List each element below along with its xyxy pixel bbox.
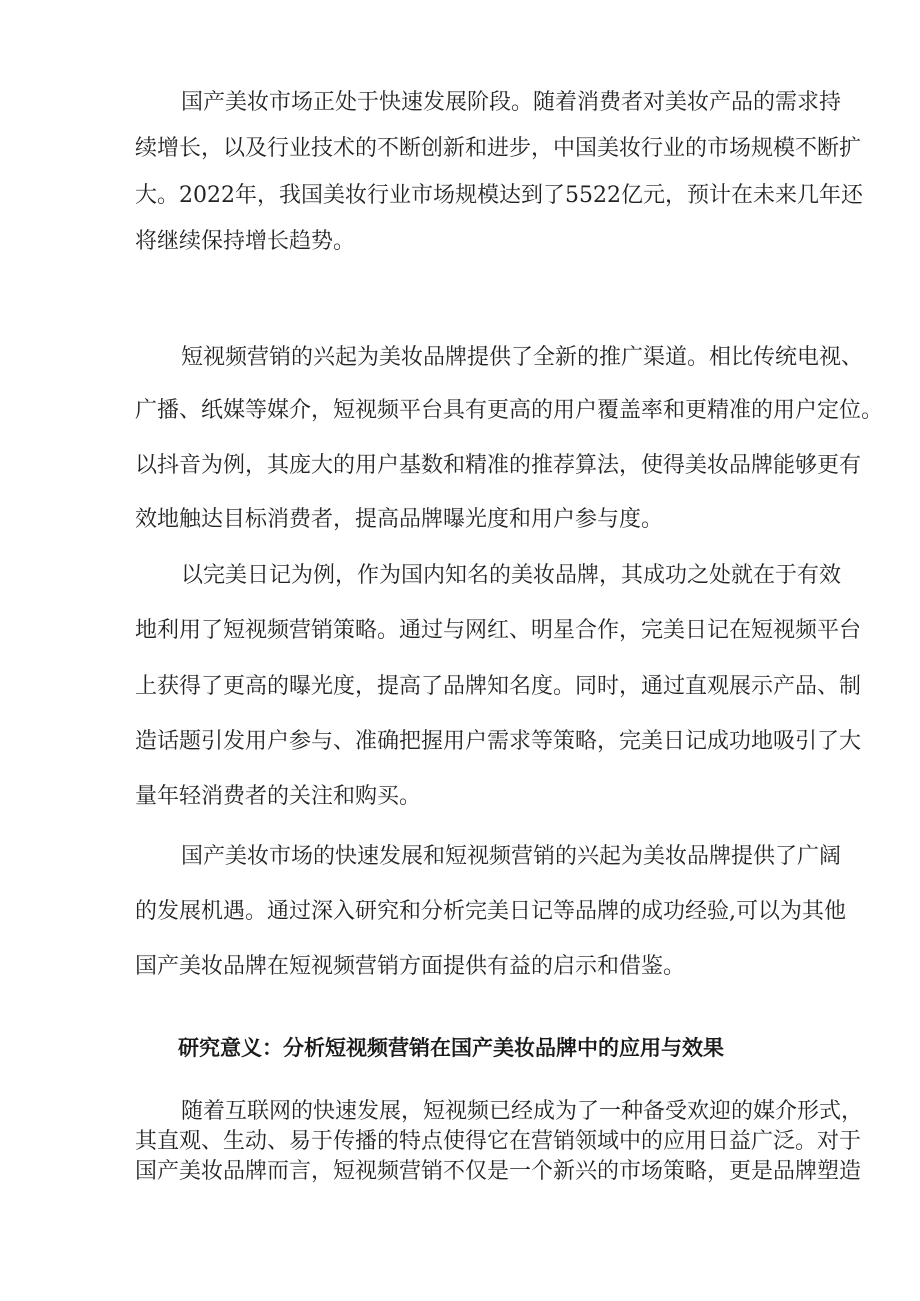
paragraph-3-line-5: 量年轻消费者的关注和购买。 (135, 784, 422, 809)
paragraph-1-line-4: 将继续保持增长趋势。 (135, 229, 356, 254)
final-paragraph-line-1: 随着互联网的快速发展，短视频已经成为了一种备受欢迎的媒介形式， (181, 1099, 864, 1124)
paragraph-1-line-2: 续增长，以及行业技术的不断创新和进步，中国美妆行业的市场规模不断扩 (135, 136, 862, 161)
paragraph-3-line-4: 造话题引发用户参与、准确把握用户需求等策略，完美日记成功地吸引了大 (135, 729, 862, 754)
paragraph-1-line-1: 国产美妆市场正处于快速发展阶段。随着消费者对美妆产品的需求持 (181, 90, 842, 115)
paragraph-4-line-1: 国产美妆市场的快速发展和短视频营销的兴起为美妆品牌提供了广阔 (181, 844, 842, 869)
final-paragraph-line-2: 其直观、生动、易于传播的特点使得它在营销领域中的应用日益广泛。对于 (135, 1129, 862, 1154)
paragraph-3-line-1: 以完美日记为例，作为国内知名的美妆品牌，其成功之处就在于有效 (181, 563, 842, 588)
paragraph-2-line-3: 以抖音为例，其庞大的用户基数和精准的推荐算法，使得美妆品牌能够更有 (135, 453, 862, 478)
paragraph-3-line-3: 上获得了更高的曝光度，提高了品牌知名度。同时，通过直观展示产品、制 (135, 674, 862, 699)
paragraph-2-line-4: 效地触达目标消费者，提高品牌曝光度和用户参与度。 (135, 507, 664, 532)
paragraph-4-line-2: 的发展机遇。通过深入研究和分析完美日记等品牌的成功经验,可以为其他 (135, 899, 846, 924)
final-paragraph-line-3: 国产美妆品牌而言，短视频营销不仅是一个新兴的市场策略，更是品牌塑造 (135, 1159, 862, 1184)
section-heading: 研究意义：分析短视频营销在国产美妆品牌中的应用与效果 (178, 1035, 724, 1060)
paragraph-2-line-2: 广播、纸媒等媒介，短视频平台具有更高的用户覆盖率和更精准的用户定位。 (135, 398, 884, 423)
paragraph-2-line-1: 短视频营销的兴起为美妆品牌提供了全新的推广渠道。相比传统电视、 (181, 345, 864, 370)
paragraph-4-line-3: 国产美妆品牌在短视频营销方面提供有益的启示和借鉴。 (135, 954, 686, 979)
paragraph-3-line-2: 地利用了短视频营销策略。通过与网红、明星合作，完美日记在短视频平台 (135, 618, 862, 643)
paragraph-1-line-3: 大。2022年，我国美妆行业市场规模达到了5522亿元，预计在未来几年还 (135, 183, 863, 208)
